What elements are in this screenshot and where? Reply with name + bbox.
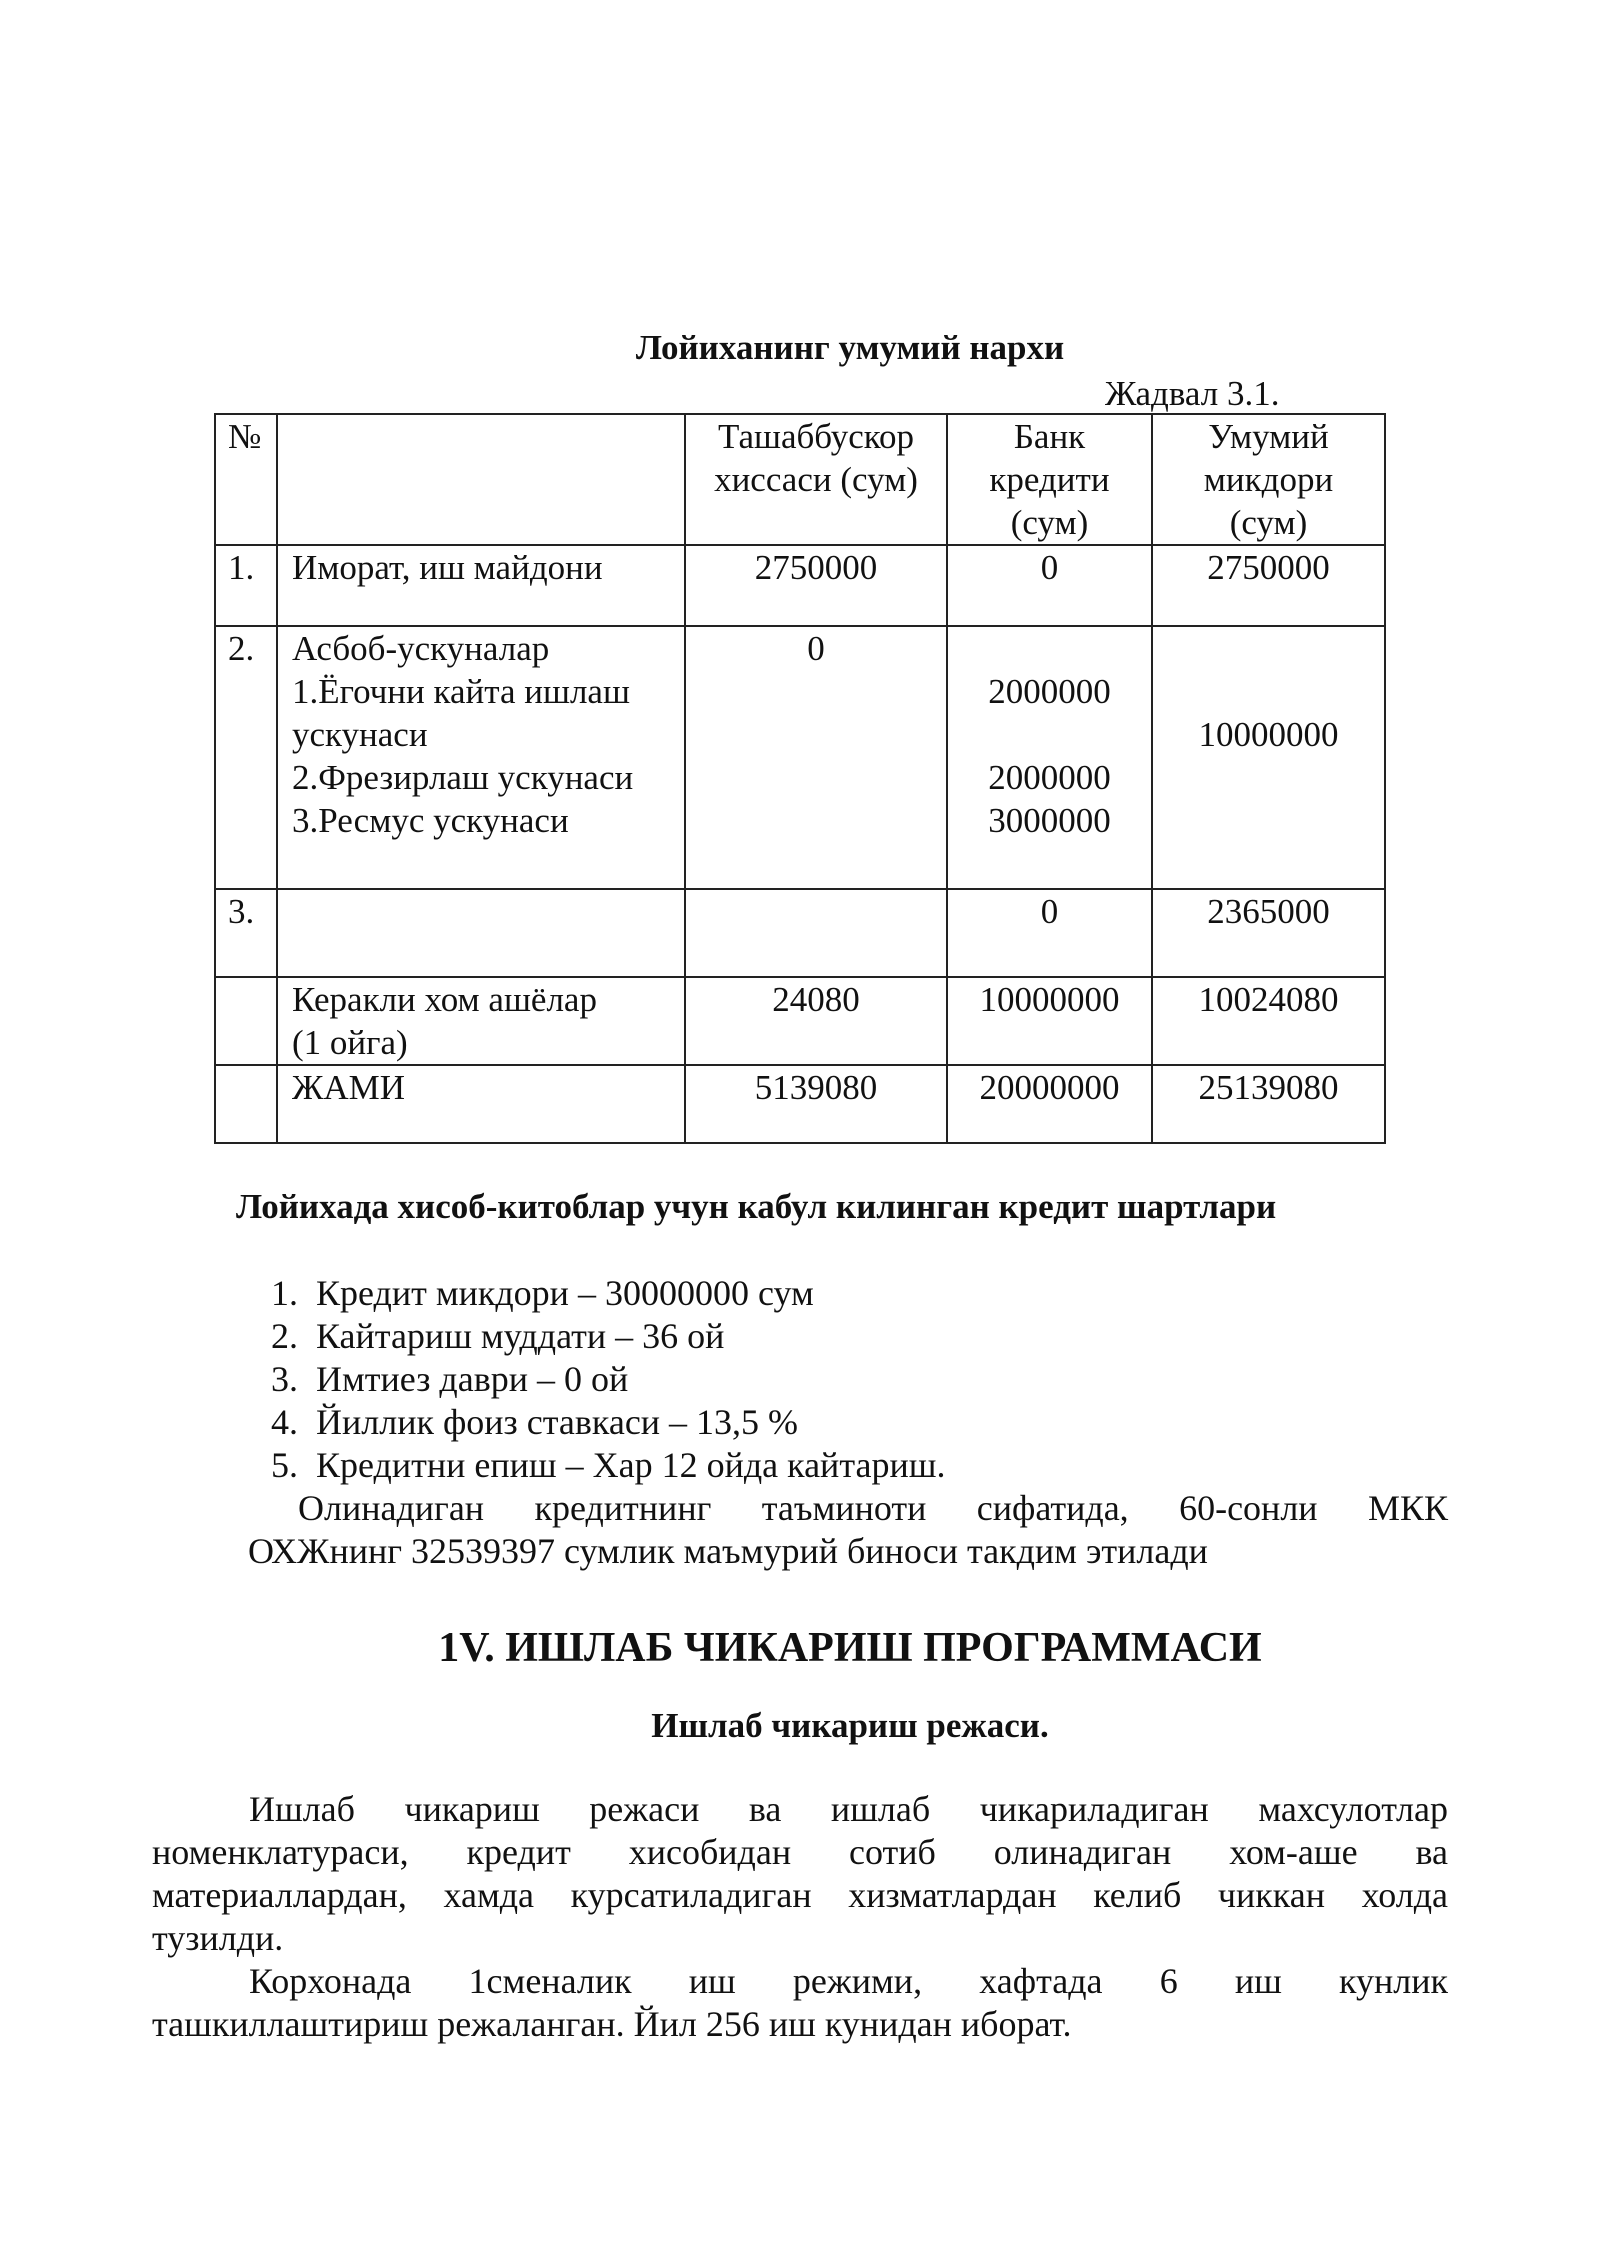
row-total-line <box>1153 627 1384 670</box>
list-item-text: Кайтариш муддати – 36 ой <box>316 1316 725 1356</box>
header-name <box>277 414 685 545</box>
row-bank-line <box>948 627 1151 670</box>
row-bank-line: 2000000 <box>988 758 1111 797</box>
row-bank-line: 2000000 <box>988 672 1111 711</box>
row-name <box>277 889 685 977</box>
table-row-total <box>215 1065 1385 1143</box>
table-caption: Жадвал 3.1. <box>1105 374 1280 413</box>
list-item <box>236 1401 945 1444</box>
row-total-line <box>1153 670 1384 713</box>
credit-terms-list <box>236 1272 945 1487</box>
row-name <box>277 626 685 889</box>
paragraph-line: номенклатураси, кредит хисобидан сотиб олинадиган хом-аше ва <box>152 1832 1448 1872</box>
list-item-number: 5. <box>271 1445 298 1485</box>
list-item-number: 4. <box>271 1402 298 1442</box>
list-item <box>236 1272 945 1315</box>
paragraph-line: Ишлаб чикариш режаси ва ишлаб чикариладиган махсулотлар <box>249 1789 1448 1829</box>
list-item <box>236 1444 945 1487</box>
row-number: 3. <box>215 889 277 977</box>
row-number: 2. <box>215 626 277 889</box>
row-bank: 20000000 <box>947 1065 1152 1143</box>
row-bank: 0 <box>947 545 1152 626</box>
header-line: Ташаббускор <box>717 417 915 456</box>
header-line: кредити <box>989 460 1110 499</box>
header-line: Банк <box>1013 417 1086 456</box>
row-total-line: 10000000 <box>1198 715 1339 754</box>
table-row <box>215 626 1385 889</box>
row-name: Иморат, иш майдони <box>277 545 685 626</box>
section-heading: 1V. ИШЛАБ ЧИКАРИШ ПРОГРАММАСИ <box>438 1625 1262 1671</box>
table-header-row <box>215 414 1385 545</box>
list-item-text: Имтиез даври – 0 ой <box>316 1359 629 1399</box>
paragraph-production-plan <box>152 1788 1448 2046</box>
collateral-line-2: ОХЖнинг 32539397 сумлик маъмурий биноси такдим этилади <box>248 1531 1208 1571</box>
paragraph-line: ташкиллаштириш режаланган. Йил 256 иш кунидан иборат. <box>152 2004 1072 2044</box>
row-total <box>1152 626 1385 889</box>
table-title: Лойиханинг умумий нархи <box>635 328 1065 367</box>
row-initiator: 2750000 <box>685 545 947 626</box>
header-line: (сум) <box>1229 503 1308 542</box>
row-name-line: 1.Ёгочни кайта ишлаш <box>292 672 630 711</box>
paragraph-line: тузилди. <box>152 1918 284 1958</box>
row-total: 25139080 <box>1152 1065 1385 1143</box>
collateral-text: Олинадиган кредитнинг таъминоти сифатида, 60-сонли МКК <box>298 1488 1448 1528</box>
row-name-line: 3.Ресмус ускунаси <box>292 801 569 840</box>
header-line: Умумий <box>1208 417 1329 456</box>
header-bank <box>947 414 1152 545</box>
header-total <box>1152 414 1385 545</box>
header-line: хиссаси (сум) <box>714 460 918 499</box>
paragraph-line: Корхонада 1сменалик иш режими, хафтада 6 иш кунлик <box>249 1961 1448 2001</box>
table-row <box>215 545 1385 626</box>
row-name-line: Асбоб-ускуналар <box>292 629 550 668</box>
row-initiator: 5139080 <box>685 1065 947 1143</box>
row-total: 2365000 <box>1152 889 1385 977</box>
row-number: 1. <box>215 545 277 626</box>
credit-terms-title: Лойихада хисоб-китоблар учун кабул килинган кредит шартлари <box>236 1187 1277 1226</box>
list-item-number: 3. <box>271 1359 298 1399</box>
row-initiator <box>685 889 947 977</box>
row-number <box>215 977 277 1065</box>
list-item-text: Кредит микдори – 30000000 сум <box>316 1273 814 1313</box>
section-subheading: Ишлаб чикариш режаси. <box>651 1706 1049 1745</box>
list-item-text: Йиллик фоиз ставкаси – 13,5 % <box>316 1402 799 1442</box>
row-bank: 0 <box>947 889 1152 977</box>
paragraph-line: материаллардан, хамда курсатиладиган хизматлардан келиб чиккан холда <box>152 1875 1448 1915</box>
list-item <box>236 1358 945 1401</box>
row-number <box>215 1065 277 1143</box>
row-name <box>277 977 685 1065</box>
list-item-number: 2. <box>271 1316 298 1356</box>
header-number: № <box>215 414 277 545</box>
table-row <box>215 977 1385 1065</box>
collateral-line-1 <box>298 1487 1448 1530</box>
header-line: микдори <box>1203 460 1334 499</box>
list-item-number: 1. <box>271 1273 298 1313</box>
header-line: (сум) <box>1010 503 1089 542</box>
row-name-line: 2.Фрезирлаш ускунаси <box>292 758 634 797</box>
row-bank: 10000000 <box>947 977 1152 1065</box>
row-bank <box>947 626 1152 889</box>
table-row <box>215 889 1385 977</box>
list-item-text: Кредитни епиш – Хар 12 ойда кайтариш. <box>316 1445 946 1485</box>
row-initiator: 24080 <box>685 977 947 1065</box>
header-initiator <box>685 414 947 545</box>
row-bank-line <box>948 713 1151 756</box>
list-item <box>236 1315 945 1358</box>
row-total: 10024080 <box>1152 977 1385 1065</box>
row-name-line: Керакли хом ашёлар <box>292 980 597 1019</box>
project-cost-table <box>214 413 1386 1144</box>
row-name: ЖАМИ <box>277 1065 685 1143</box>
row-name-line: (1 ойга) <box>292 1023 408 1062</box>
row-bank-line: 3000000 <box>988 801 1111 840</box>
row-initiator: 0 <box>685 626 947 889</box>
row-total: 2750000 <box>1152 545 1385 626</box>
row-name-line: ускунаси <box>292 715 428 754</box>
